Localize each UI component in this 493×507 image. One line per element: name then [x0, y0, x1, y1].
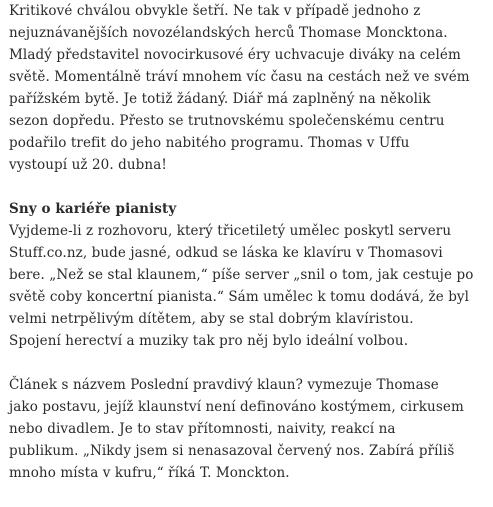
paragraph-pianist — [9, 220, 493, 352]
text-line: Mladý představitel novocirkusové éry uchvacuje diváky na celém — [9, 47, 461, 63]
section-heading: Sny o kariéře pianisty — [9, 201, 177, 217]
text-line: nebo divadlem. Je to stav přítomnosti, naivity, reakcí na — [9, 421, 396, 437]
text-line: pařížském bytě. Je totiž žádaný. Diář má zaplněný na několik — [9, 91, 431, 107]
text-line: Kritikové chválou obvykle šetří. Ne tak v případě jednoho z — [9, 3, 421, 19]
text-line: vystoupí už 20. dubna! — [9, 157, 167, 173]
paragraph-spacer — [9, 176, 493, 198]
paragraph-spacer — [9, 352, 493, 374]
text-line: sezon dopředu. Přesto se trutnovskému společenskému centru — [9, 113, 445, 129]
text-line: nejuznávanějších novozélandských herců Thomase Moncktona. — [9, 25, 448, 41]
text-line: mnoho místa v kufru,“ říká T. Monckton. — [9, 465, 290, 481]
text-line: světě. Momentálně tráví mnohem víc času na cestách než ve svém — [9, 69, 470, 85]
text-line: jako postavu, jejíž klaunství není definováno kostýmem, cirkusem — [9, 399, 464, 415]
text-line: podařilo trefit do jeho nabitého programu. Thomas v Uffu — [9, 135, 410, 151]
text-line: světě coby koncertní pianista.“ Sám umělec k tomu dodává, že byl — [9, 289, 470, 305]
text-line: Stuff.co.nz, bude jasné, odkud se láska ke klavíru v Thomasovi — [9, 245, 443, 261]
text-line: Článek s názvem Poslední pravdivý klaun? vymezuje Thomase — [9, 377, 439, 393]
paragraph-intro — [9, 0, 493, 176]
article-body — [9, 0, 493, 484]
text-line: bere. „Než se stal klaunem,“ píše server „snil o tom, jak cestuje po — [9, 267, 474, 283]
text-line: publikum. „Nikdy jsem si nenasazoval červený nos. Zabírá příliš — [9, 443, 455, 459]
text-line: Vyjdeme-li z rozhovoru, který třicetiletý umělec poskytl serveru — [9, 223, 452, 239]
paragraph-clown — [9, 374, 493, 484]
text-line: Spojení herectví a muziky tak pro něj bylo ideální volbou. — [9, 333, 409, 349]
text-line: velmi netrpělivým dítětem, aby se stal dobrým klavíristou. — [9, 311, 414, 327]
